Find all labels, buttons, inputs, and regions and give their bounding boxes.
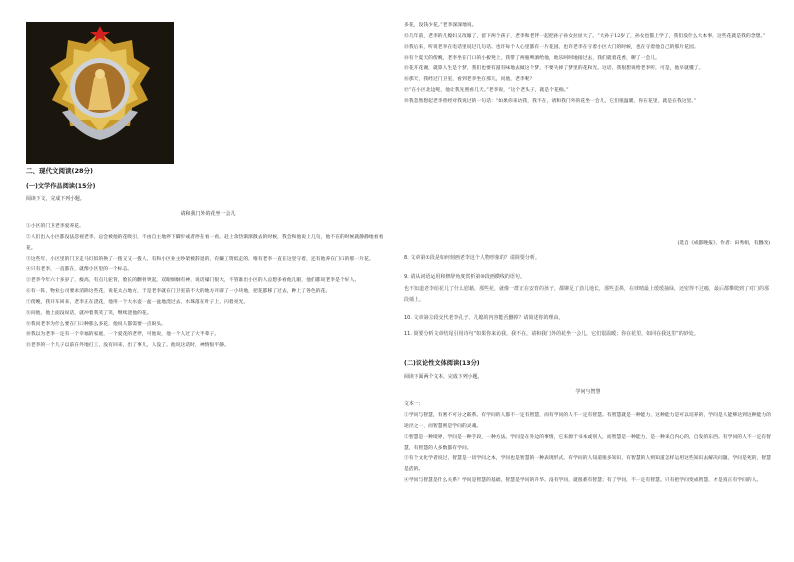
paragraph: ⑩我以为老李一定有一个幸福的家庭，一个爱花的老伴，可他说，他一个人过了大半辈子。	[26, 332, 220, 338]
paragraph: ⑦傍晚，我开车回来，老李正在浇花，他用一个大水壶一盆一盆地浇过去，水珠落在叶子上，闪着亮光。	[26, 299, 249, 305]
paragraph: ⑧问他，他上面没说话，就冲着我笑了笑，继续浇他的花。	[26, 310, 152, 316]
paragraph: ①学问与智慧，有密不可分之联系。有学问的人都不一定有智慧，而有学问的人不一定有智慧。有智慧就是一种能力，这种能力是可以培养的，学问是人能够达到这种能力的途径之一，而智慧则是学问的灵魂。	[404, 413, 772, 429]
paragraph: ⑪老李的一个儿子以前在外地打工，没有回来，出了事儿，人没了。他说这话时，神情很平静。	[26, 343, 229, 349]
paragraph: 多花，没钱少花。”老李深深地说。	[404, 23, 477, 28]
question-9: 9. 请从词语运用和修辞角度赏析第⑩段画横线的语句。	[404, 274, 525, 280]
article-body-continued	[404, 21, 772, 108]
paragraph: ⑰“在小区北边呢，他让我先照看几天。”老李说，“这个老头子，就是个花痴。”	[404, 88, 569, 94]
paragraph: ②人们出入小区都没法忽视老李，总会被他的花吸引，不由自主地停下脚步或者停在看一看。赶上余热渐渐散去的时候，我会和他说上几句，他不在的时候就静静地看看花。	[26, 234, 384, 251]
question-10: 10. 文章第⑫段交代老李孔子、儿媳的内容能否删掉？请简述你的理由。	[404, 315, 564, 321]
source-line: (选自《成都晚报》，作者：田秀娟，有删改)	[677, 241, 770, 246]
paragraph: ②智慧是一种境界，学问是一种手段，一种方法。学问是在外边的事情，它来源于书本或别人，而智慧是一种能力，是一种来自内心的，自发的东西。有学问的人不一定有智慧，有智慧的人多数都有学问。	[404, 434, 772, 451]
paragraph: ③有个文化学者说过，智慧是一切学问之本，学问也是智慧的一种表现形式。有学问的人知道很多知识，有智慧的人则知道怎样运用这些知识去解决问题。学问是死的，智慧是活的。	[404, 456, 772, 473]
question-8: 8. 文章第①段是如何刻画老李这个人物形象的？请简要分析。	[404, 255, 540, 261]
paragraph: ⑮花开花谢，就算人生是个梦，我们也要有滋有味地去做这个梦，不要失掉了梦里的花和光。这话，我很想说给老李听，可是，他早就懂了。	[404, 66, 704, 72]
subsection-heading: (一)文学作品阅读(15分)	[26, 183, 96, 190]
paragraph: ⑭有个夏天的傍晚，老李坐在门口的小板凳上，我带了两瓶啤酒给他，他乐呵呵地接过去，我们就着花香，聊了一会儿。	[404, 55, 660, 61]
paragraph: ⑱我忽然想起老李曾经对我说过的一句话：“如果你来访我，我不在，请和我门外的花坐一会儿，它们很温暖，你在花里，就是在我这里。”	[404, 98, 697, 104]
text1-body	[404, 411, 772, 487]
paragraph: ⑫几年前，老李的儿媳妇又改嫁了，留下两个孩子，老李和老伴一起把孙子孙女拉扯大了。“大孙子12岁了，孙女也都上学了，我们没什么大本事，这些花就是我的念想。”	[404, 33, 766, 39]
text1-label: 文本一：	[404, 401, 424, 407]
paragraph: ⑨我问老李为什么要在门口种那么多花，他说人都需要一点盼头。	[26, 321, 167, 327]
article-title-2: 学问与智慧	[575, 389, 601, 395]
paragraph: ⑯那天，我经过门卫室，看到老李坐在那儿，问他，老李呢？	[404, 77, 535, 83]
subsection-heading-2: (二)议论性文体阅读(13分)	[404, 360, 480, 367]
question-9-quote: 也不知道老李给花儿了什么慰藉，那些花，就像一群正在安育的孩子，都铆足了劲儿地长，那些歪鼻，在球晴最上缓缓抽绿，还密得不过瘾，最后都攀爬到了对门的那段墙上。	[404, 286, 770, 303]
paragraph: ③这些年，小区里的门卫走马灯似的换了一拨又又一拨人，有和小区业主吵架被辞退的，有嫌工资低走的，唯有老李一直在这里守着，还有他养在门口的那一片花。	[26, 256, 374, 262]
paragraph: ⑤老李今年六十多岁了，瘦高，有点儿驼背，脸长的颧骨突起，双眼炯炯有神，说话嗓门很大，不管谁出小区的人总想多看他几眼，他们都说老李是个好人。	[26, 278, 360, 284]
question-11: 11. 简要分析文章结尾引用诗句“如果你来访我，我不在，请和我门外的花坐一会儿，它们很温暖；你在花里，如同在我这里”的妙处。	[404, 331, 699, 337]
section-heading: 二、现代文阅读(28分)	[26, 167, 93, 175]
right-column	[402, 0, 774, 562]
medal-image	[26, 22, 174, 164]
instruction-text-2: 阅读下面两个文本，完成下列小题。	[404, 374, 483, 380]
paragraph: ④只有老李，一直都在，就像小区里的一个标志。	[26, 267, 133, 273]
article-body	[26, 222, 392, 352]
article-title: 请和我门外的花坐一会儿	[180, 211, 236, 217]
paragraph: ①小区的门卫老李爱养花。	[26, 224, 84, 229]
paragraph: ⑬我后来，听说老李在电话里说过几句话。也许每个人心里都有一片花园，也许老李在守着小区大门的时候，也在守着他自己的那片花园。	[404, 44, 699, 50]
paragraph: ④学问与智慧是什么关系？学问是智慧的基础，智慧是学问的升华。没有学问，就很难有智慧；有了学问，不一定有智慧。只有把学问变成智慧，才是真正有学问的人。	[404, 478, 762, 484]
instruction-text: 阅读下文，完成下列小题。	[26, 196, 85, 202]
left-column	[22, 0, 394, 562]
paragraph: ⑥有一阵，物业公司要求消除这些花，说花太占地方，于是老李就在门卫室前不大的地方开辟了一小块地，把花都移了过去，种上了各色的花。	[26, 289, 331, 295]
